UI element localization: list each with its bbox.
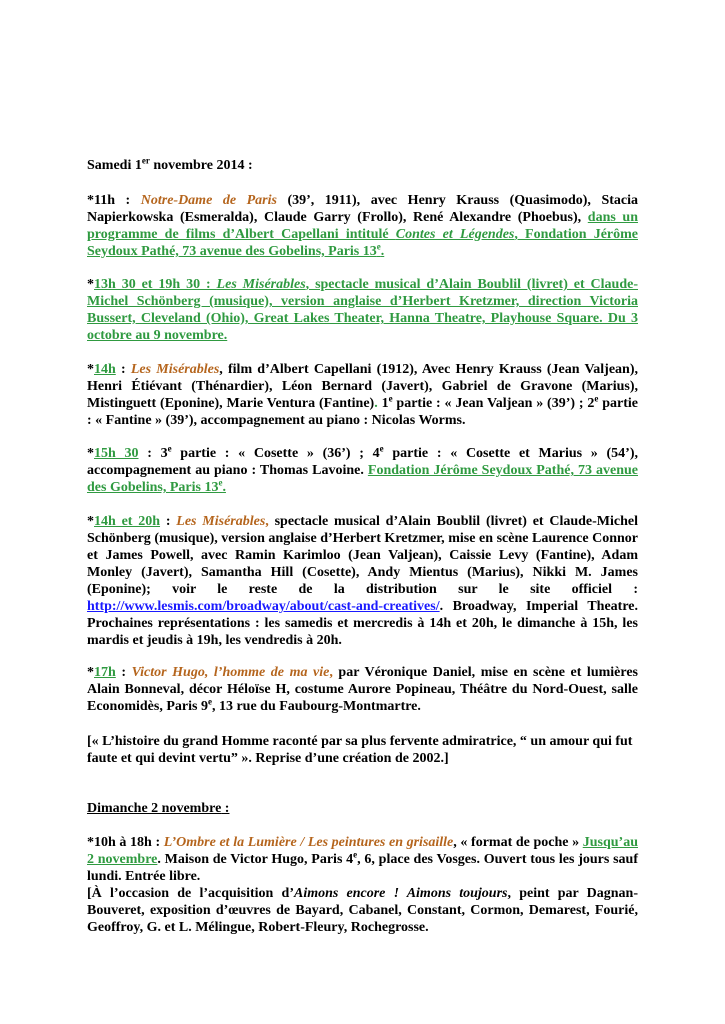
event-text: : 3 [138, 446, 168, 461]
venue-text: Fondation Jérôme Seydoux Pathé, 73 avenue des Gobelins, Paris 13 [87, 463, 638, 495]
star: * [87, 665, 94, 680]
dot: . [374, 396, 378, 411]
heading-colon: : [221, 801, 230, 816]
event-time: 10h à 18h : [94, 835, 164, 850]
event-time-link[interactable]: 15h 30 [94, 446, 139, 461]
event-time-link[interactable]: 14h [94, 362, 116, 377]
painting-title: Aimons encore ! Aimons toujours [293, 886, 508, 901]
note-text: [À l’occasion de l’acquisition d’ [87, 886, 294, 901]
work-title: Victor Hugo, l’homme de ma vie [131, 665, 330, 680]
sup: e [353, 849, 358, 860]
work-title: L’Ombre et la Lumière / Les peintures en grisaille [163, 835, 454, 850]
sep: : [115, 362, 131, 377]
work-title: Les Misérables [176, 514, 266, 529]
sup: e [388, 393, 393, 404]
event-text: , 6, place des Vosges. Ouvert tous les jours sauf lundi. Entrée libre. [87, 852, 638, 884]
event-text: par Véronique Daniel, mise en scène et lumières Alain Bonneval, décor Héloïse H, costume Aurore Popineau, Théâtre du Nord-Ouest, salle Economidès, Paris 9 [87, 665, 638, 714]
date-link[interactable]: Jusqu’au 2 novembre [87, 835, 638, 867]
sep: : [115, 665, 132, 680]
star: * [87, 835, 94, 850]
star: * [87, 446, 94, 461]
program-title: Contes et Légendes [395, 227, 515, 242]
sup: e [167, 443, 172, 454]
sup: e [594, 393, 599, 404]
event-time-link[interactable]: 14h et 20h [94, 514, 161, 529]
sep: : [115, 193, 141, 208]
heading-sup: er [141, 155, 150, 166]
play-quote [87, 733, 638, 767]
sup: e [379, 443, 384, 454]
day-heading-saturday [87, 157, 638, 174]
venue-text: dans un programme de films d’Albert Capellani intitulé [87, 210, 638, 242]
event-notre-dame [87, 192, 638, 260]
day-heading-sunday [87, 800, 638, 817]
event-text: , 13 rue du Faubourg-Montmartre. [211, 699, 421, 714]
event-time-link[interactable]: 17h [94, 665, 116, 680]
venue-text: . [222, 480, 226, 495]
event-text: . Broadway, Imperial Theatre. Prochaines représentations : les samedis et mercredis à 14h et 20h, le dimanche à 15h, les mardis et jeudis à 19h, les vendredis à 20h. [87, 599, 638, 648]
event-text: partie : « Cosette » (36’) ; 4 [171, 446, 380, 461]
comma: , [329, 665, 333, 680]
event-miserables-cleveland [87, 276, 638, 344]
work-title: Notre-Dame de Paris [140, 193, 277, 208]
note-text: , peint par Dagnan-Bouveret, exposition d’œuvres de Bayard, Cabanel, Constant, Cormon, Demarest, Fourié, Geoffroy, G. et L. Mélingue, Robert-Fleury, Rochegrosse. [87, 886, 638, 935]
event-miserables-broadway [87, 513, 638, 649]
event-text: , spectacle musical d’Alain Boublil (livret) et Claude-Michel Schönberg (musique), version anglaise d’Herbert Kretzmer, direction Victoria Bussert, Cleveland (Ohio), Great Lakes Theater, Hanna Theatre, Playhouse Square. Du 3 octobre au 9 novembre. [87, 277, 638, 343]
venue-sup: e [218, 477, 223, 488]
venue-sup: e [376, 241, 381, 252]
event-grisaille-exhibition [87, 834, 638, 936]
venue-text: , Fondation Jérôme Seydoux Pathé, 73 avenue des Gobelins, Paris 13 [87, 227, 638, 259]
sup: e [207, 696, 212, 707]
star: * [87, 277, 94, 292]
heading-text: Dimanche 2 novembre [87, 801, 222, 816]
heading-text: Samedi 1 [87, 158, 142, 173]
comma: , [265, 514, 269, 529]
heading-text: novembre 2014 : [149, 158, 253, 173]
event-text: spectacle musical d’Alain Boublil (livret) et Claude-Michel Schönberg (musique), version anglaise d’Herbert Kretzmer, mise en scène Laurence Connor et James Powell, avec Ramin Karimloo (Jean Valjean), Caissie Levy (Fantine), Adam Monley (Javert), Samantha Hill (Cosette), Andy Mientus (Marius), Nikki M. James (Eponine); voir le reste de la distribution sur le site officiel : [87, 514, 639, 597]
event-text: partie : « Jean Valjean » (39’) ; 2 [392, 396, 595, 411]
event-time: 13h 30 et 19h 30 : [94, 277, 217, 292]
star: * [87, 193, 94, 208]
work-title: Les Misérables [216, 277, 306, 292]
event-link[interactable] [87, 277, 638, 343]
official-site-link[interactable]: http://www.lesmis.com/broadway/about/cast-and-creatives/ [87, 599, 440, 614]
event-text: , film d’Albert Capellani (1912), Avec Henry Krauss (Jean Valjean), Henri Étiévant (Thénardier), Léon Bernard (Javert), Gabriel de Gravone (Marius), Mistinguett (Eponine), Marie Ventura (Fantine) [87, 362, 638, 411]
event-text: (39’, 1911), avec Henry Krauss (Quasimodo), Stacia Napierkowska (Esmeralda), Claude Garry (Frollo), René Alexandre (Phoebus), [87, 193, 638, 225]
venue-text: . [380, 244, 385, 259]
star: * [87, 514, 94, 529]
event-text: , « format de poche » [453, 835, 583, 850]
event-miserables-film [87, 361, 638, 429]
event-text: partie : « Cosette et Marius » (54’), accompagnement au piano : Thomas Lavoine. [87, 446, 639, 478]
quote-text: [« L’histoire du grand Homme raconté par sa plus fervente admiratrice, “ un amour qui fut faute et qui devint vertu” ». Reprise d’une création de 2002.] [87, 734, 633, 766]
event-text: partie : « Fantine » (39’), accompagnement au piano : Nicolas Worms. [87, 396, 639, 428]
event-text: . Maison de Victor Hugo, Paris 4 [157, 852, 354, 867]
event-time: 11h [94, 193, 116, 208]
event-text: 1 [377, 396, 389, 411]
event-miserables-film-part3 [87, 445, 638, 496]
event-victor-hugo-play [87, 664, 638, 715]
work-title: Les Misérables [130, 362, 220, 377]
sep: : [160, 514, 177, 529]
star: * [87, 362, 94, 377]
